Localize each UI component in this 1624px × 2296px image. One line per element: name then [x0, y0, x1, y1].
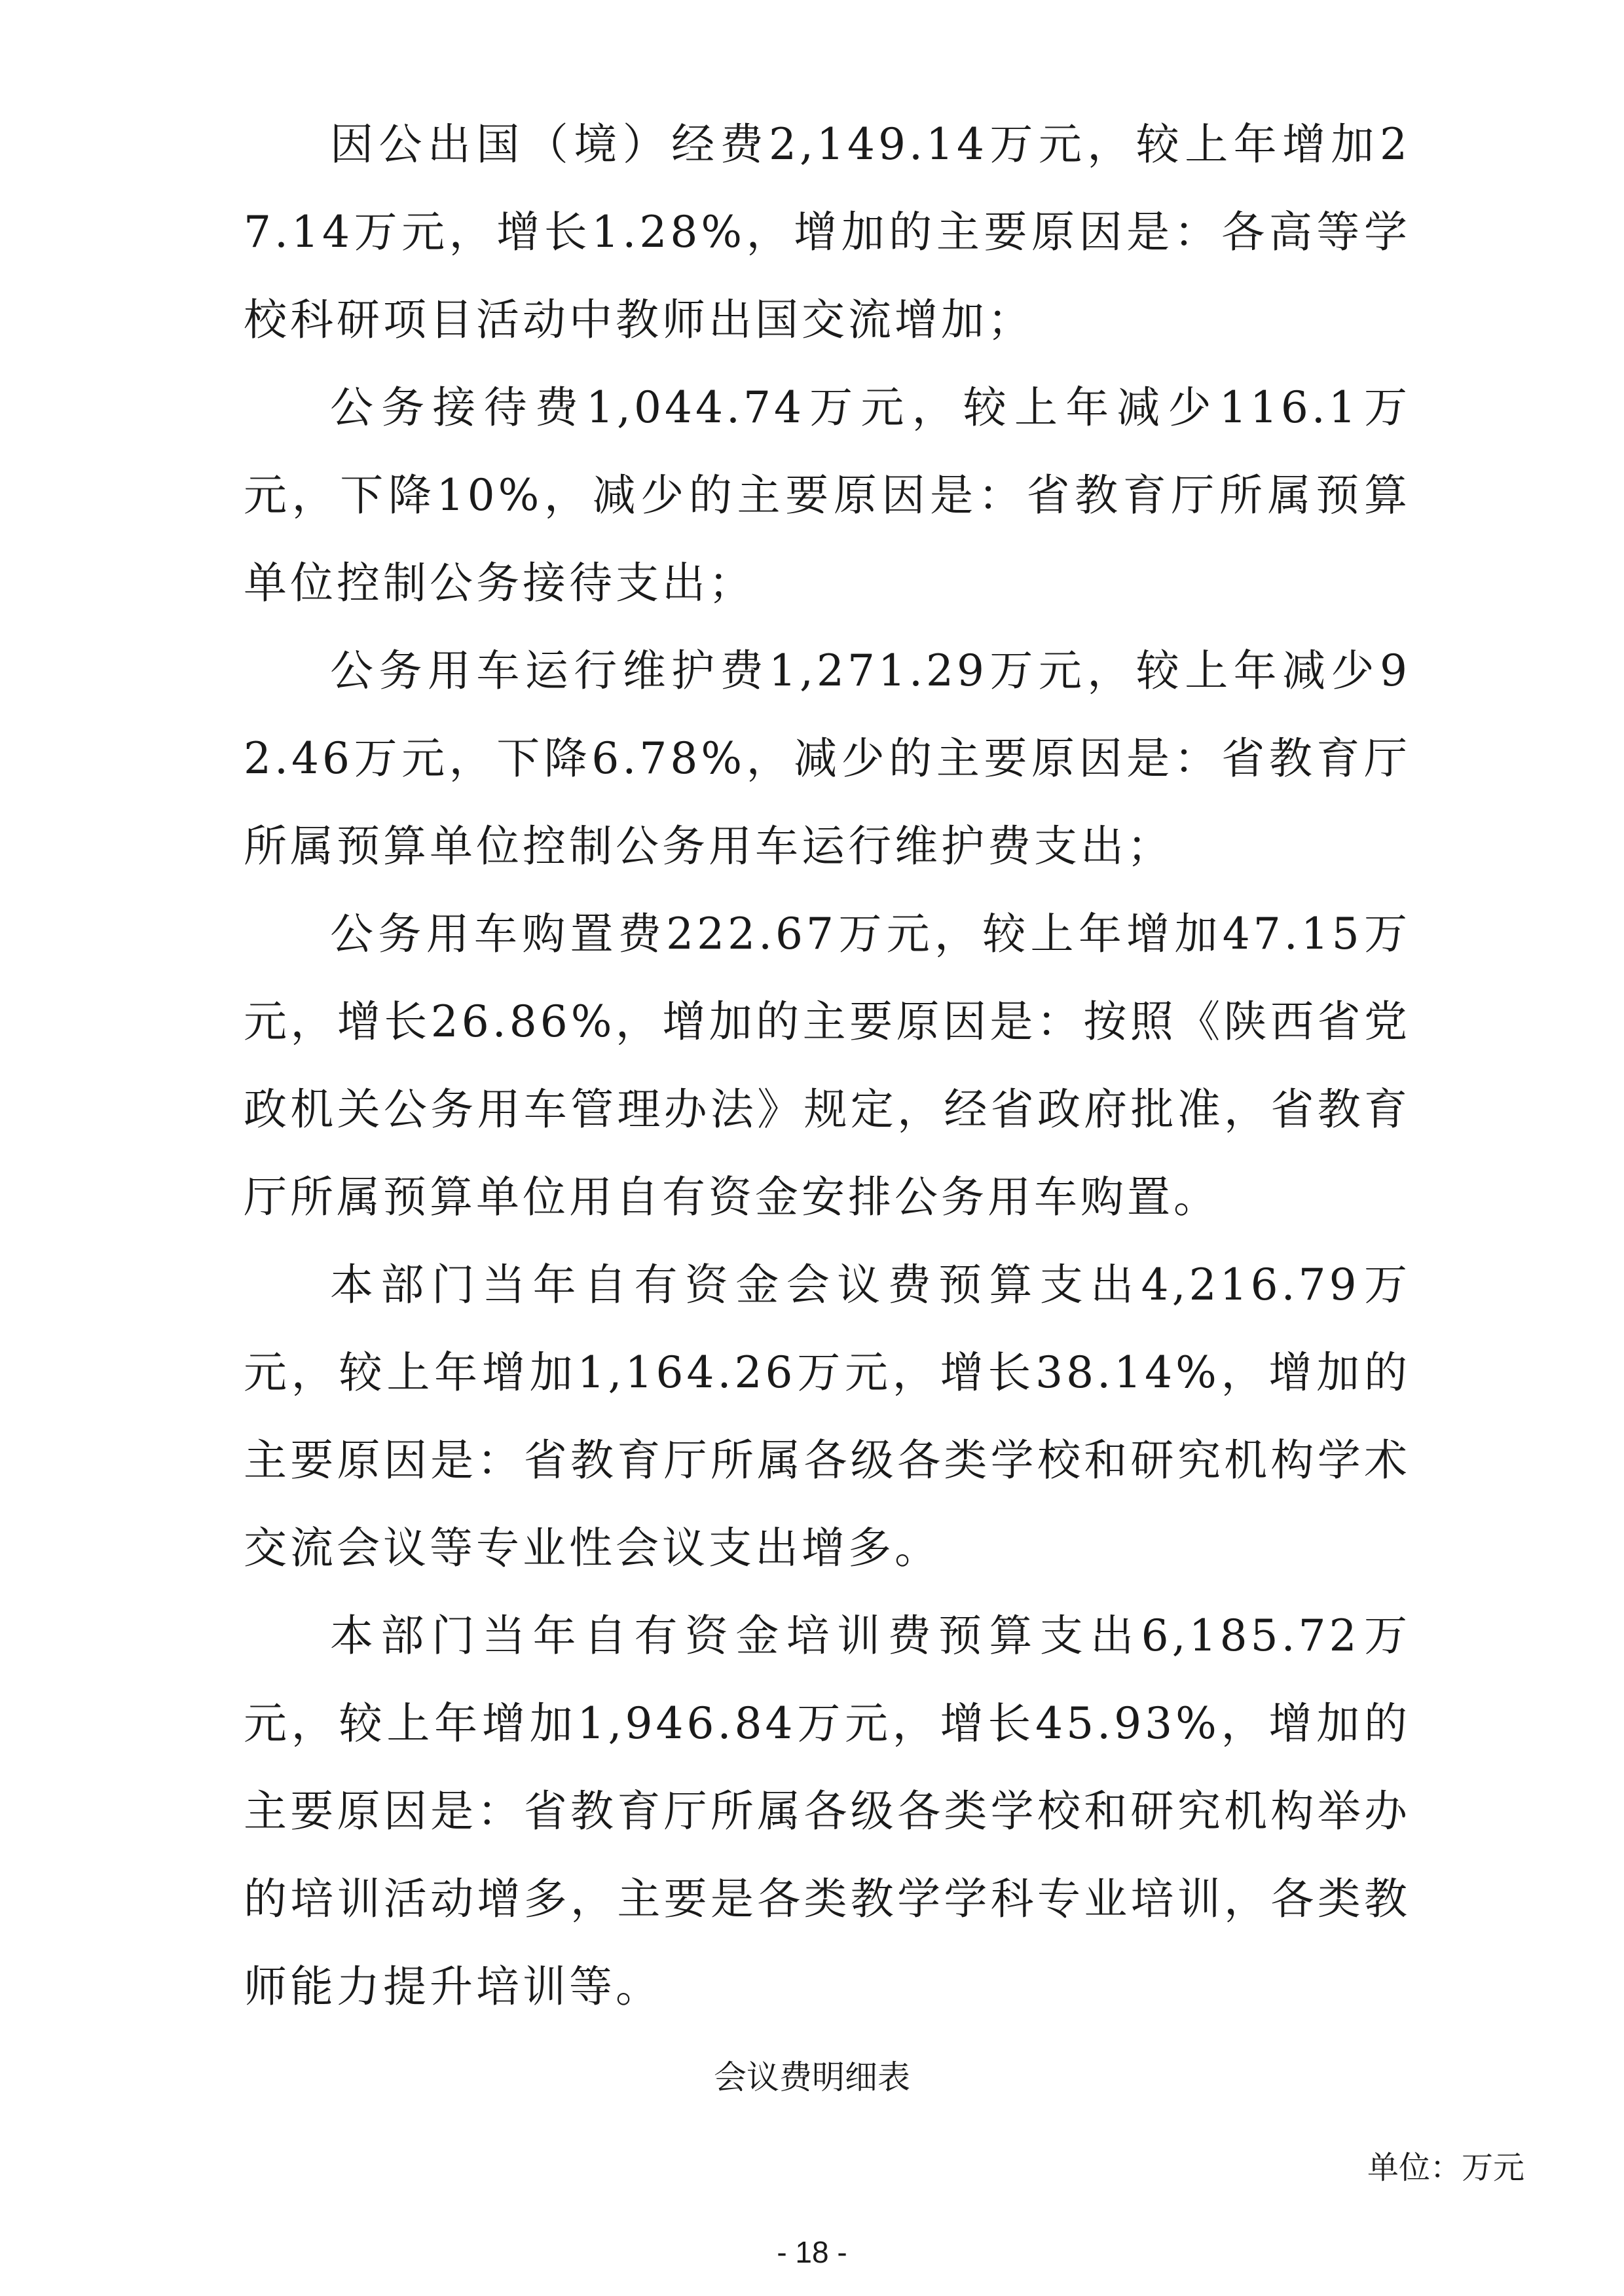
- paragraph-vehicle-maintenance: 公务用车运行维护费1,271.29万元，较上年减少92.46万元，下降6.78%，减少的主要原因是：省教育厅所属预算单位控制公务用车运行维护费支出；: [244, 646, 1411, 871]
- paragraph-reception: 公务接待费1,044.74万元，较上年减少116.1万元，下降10%，减少的主要原因是：省教育厅所属预算单位控制公务接待支出；: [244, 382, 1411, 608]
- table-title: 会议费明细表: [714, 2058, 910, 2096]
- page-number: - 18 -: [777, 2235, 847, 2269]
- paragraph-foreign-travel: 因公出国（境）经费2,149.14万元，较上年增加27.14万元，增长1.28%，增加的主要原因是：各高等学校科研项目活动中教师出国交流增加；: [244, 119, 1411, 345]
- paragraph-meeting-fee: 本部门当年自有资金会议费预算支出4,216.79万元，较上年增加1,164.26万元，增长38.14%，增加的主要原因是：省教育厅所属各级各类学校和研究机构学术交流会议等专业性会议支出增多。: [244, 1260, 1411, 1573]
- body-text: [244, 101, 1411, 2031]
- paragraph-vehicle-purchase: 公务用车购置费222.67万元，较上年增加47.15万元，增长26.86%，增加的主要原因是：按照《陕西省党政机关公务用车管理办法》规定，经省政府批准，省教育厅所属预算单位用自有资金安排公务用车购置。: [244, 909, 1411, 1222]
- unit-label: 单位：万元: [1367, 2149, 1524, 2186]
- paragraph-training-fee: 本部门当年自有资金培训费预算支出6,185.72万元，较上年增加1,946.84万元，增长45.93%，增加的主要原因是：省教育厅所属各级各类学校和研究机构举办的培训活动增多，主要是各类教学学科专业培训，各类教师能力提升培训等。: [244, 1611, 1411, 2012]
